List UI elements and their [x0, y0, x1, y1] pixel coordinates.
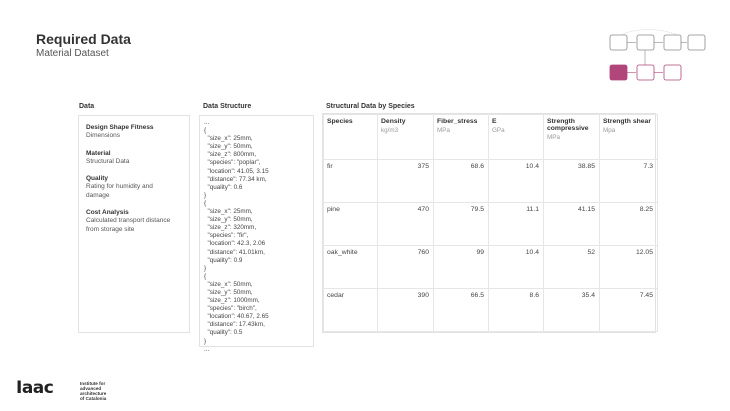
code-line: "species": "poplar", [204, 159, 261, 167]
table-cell-value: 99 [434, 246, 489, 289]
code-line: "size_z": 1000mm, [204, 297, 260, 305]
column-header-e: E GPa [489, 115, 544, 160]
code-line: "size_z": 320mm, [204, 224, 257, 232]
data-item-title: Cost Analysis [86, 209, 129, 216]
workflow-node-1 [610, 35, 627, 50]
workflow-node-5 [637, 65, 654, 80]
iaac-logo: Iaac [16, 378, 54, 398]
code-line: ... [204, 119, 210, 126]
data-item [86, 150, 182, 167]
code-line: "location": 40.67, 2.65 [204, 313, 269, 321]
workflow-node-3 [664, 35, 681, 50]
table-row [324, 246, 658, 289]
table-cell-value: 7.3 [600, 160, 658, 203]
species-table-panel [322, 113, 656, 333]
table-cell-species: oak_white [324, 246, 378, 289]
code-line: "location": 41.05, 3.15 [204, 167, 269, 175]
table-cell-value: 470 [378, 203, 434, 246]
table-cell-value: 8.6 [489, 289, 544, 332]
code-line: "size_z": 800mm, [204, 151, 257, 159]
code-line: "size_y": 50mm, [204, 143, 253, 151]
table-row [324, 289, 658, 332]
code-line: { [204, 199, 207, 207]
column-header-fiber-stress: Fiber_stress MPa [434, 115, 489, 160]
table-row [324, 160, 658, 203]
code-line: } [204, 337, 207, 345]
species-table [323, 114, 658, 332]
page-subtitle: Material Dataset [36, 48, 109, 59]
data-item-desc: from storage site [86, 225, 135, 233]
workflow-diagram [608, 26, 708, 86]
data-item-desc: Rating for humidity and [86, 183, 153, 190]
workflow-node-2 [637, 35, 654, 50]
code-line: "distance": 77.34 km, [204, 175, 267, 183]
table-cell-value: 10.4 [489, 160, 544, 203]
table-cell-species: pine [324, 203, 378, 246]
data-item-title: Material [86, 149, 111, 157]
data-item [86, 209, 182, 234]
column-header-strength-compressive: Strength compressive MPa [544, 115, 600, 160]
code-line: "size_y": 50mm, [204, 288, 253, 296]
code-line: } [204, 191, 207, 199]
workflow-node-6 [664, 65, 681, 80]
table-cell-value: 38.85 [544, 160, 600, 203]
data-item-title: Quality [86, 175, 109, 182]
table-section-label: Structural Data by Species [326, 103, 415, 110]
data-structure-panel [199, 115, 314, 353]
table-cell-value: 66.5 [434, 289, 489, 332]
code-line: "distance": 17.43km, [204, 321, 265, 329]
code-line: "quality": 0.5 [204, 329, 243, 337]
code-line: { [204, 127, 207, 135]
workflow-diagram-svg [608, 26, 708, 86]
workflow-node-4 [688, 35, 705, 50]
code-line: "location": 42.3, 2.06 [204, 240, 266, 248]
table-cell-value: 8.25 [600, 203, 658, 246]
code-line: "size_y": 50mm, [204, 216, 253, 224]
table-cell-species: cedar [324, 289, 378, 332]
data-item-desc: Calculated transport distance [86, 217, 171, 224]
table-row [324, 203, 658, 246]
table-cell-value: 375 [378, 160, 434, 203]
code-line: "size_x": 25mm, [204, 208, 253, 216]
data-item-title: Design Shape Fitness [86, 124, 154, 131]
data-item-desc: Structural Data [86, 157, 130, 165]
code-line: "size_x": 50mm, [204, 280, 253, 288]
table-cell-value: 12.05 [600, 246, 658, 289]
data-item [86, 175, 182, 200]
column-header-species: Species [324, 115, 378, 160]
column-header-density: Density kg/m3 [378, 115, 434, 160]
code-line: ... [204, 345, 210, 353]
workflow-node-active [610, 65, 627, 80]
table-cell-value: 79.5 [434, 203, 489, 246]
data-item [86, 124, 182, 141]
data-item-desc: Dimensions [86, 132, 120, 139]
workflow-loop-arrow [620, 30, 678, 36]
data-item-desc: damage [86, 191, 110, 199]
table-header-row [324, 115, 658, 160]
table-cell-value: 10.4 [489, 246, 544, 289]
code-line: } [204, 264, 207, 272]
structure-section-label: Data Structure [203, 103, 252, 110]
code-line: "quality": 0.6 [204, 183, 243, 191]
code-line: { [204, 272, 207, 280]
logo-institution-text: Institute for advanced architecture of Catalonia [80, 381, 107, 401]
table-cell-value: 760 [378, 246, 434, 289]
table-cell-value: 52 [544, 246, 600, 289]
data-panel [78, 115, 190, 333]
table-cell-species: fir [324, 160, 378, 203]
table-cell-value: 11.1 [489, 203, 544, 246]
code-line: "species": "fir", [204, 232, 249, 240]
code-line: "quality": 0.9 [204, 256, 243, 264]
table-cell-value: 35.4 [544, 289, 600, 332]
table-cell-value: 68.6 [434, 160, 489, 203]
column-header-strength-shear: Strength shear Mpa [600, 115, 658, 160]
table-cell-value: 41.15 [544, 203, 600, 246]
page-title: Required Data [36, 31, 131, 47]
code-line: "distance": 41.01km, [204, 248, 265, 256]
code-line: "species": "birch", [204, 305, 257, 313]
table-cell-value: 390 [378, 289, 434, 332]
data-section-label: Data [79, 103, 95, 110]
table-cell-value: 7.45 [600, 289, 658, 332]
code-line: "size_x": 25mm, [204, 135, 253, 143]
